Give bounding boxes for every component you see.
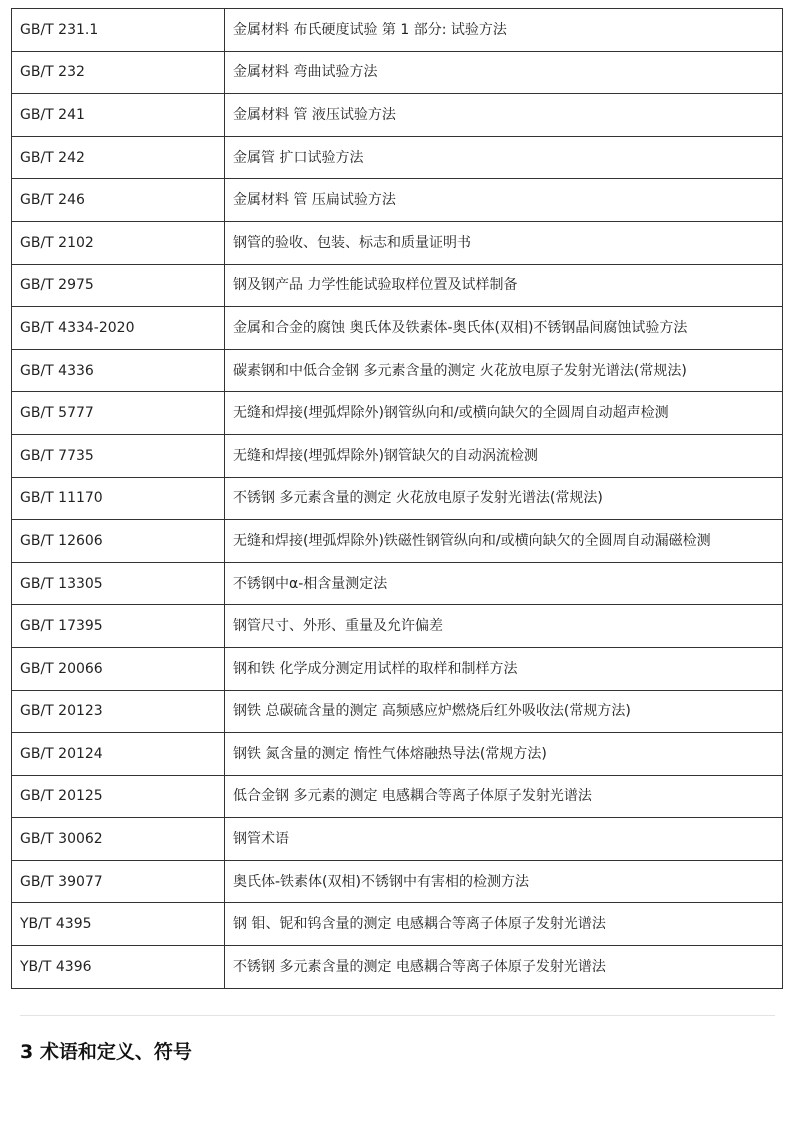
standard-title: 无缝和焊接(埋弧焊除外)铁磁性钢管纵向和/或横向缺欠的全圆周自动漏磁检测	[225, 520, 783, 563]
standard-code: GB/T 231.1	[12, 9, 225, 52]
table-row	[12, 605, 783, 648]
table-row	[12, 349, 783, 392]
table-row	[12, 434, 783, 477]
standard-code: GB/T 241	[12, 94, 225, 137]
standard-title: 金属材料 管 液压试验方法	[225, 94, 783, 137]
standard-title: 无缝和焊接(埋弧焊除外)钢管缺欠的自动涡流检测	[225, 434, 783, 477]
standard-title: 不锈钢中α-相含量测定法	[225, 562, 783, 605]
table-row	[12, 946, 783, 989]
standard-title: 金属管 扩口试验方法	[225, 136, 783, 179]
standard-title: 钢管尺寸、外形、重量及允许偏差	[225, 605, 783, 648]
table-row	[12, 51, 783, 94]
standard-code: GB/T 12606	[12, 520, 225, 563]
section-heading: 3 术语和定义、符号	[20, 1041, 192, 1063]
standard-title: 奥氏体-铁素体(双相)不锈钢中有害相的检测方法	[225, 860, 783, 903]
standard-code: GB/T 13305	[12, 562, 225, 605]
standard-title: 金属材料 弯曲试验方法	[225, 51, 783, 94]
standard-title: 碳素钢和中低合金钢 多元素含量的测定 火花放电原子发射光谱法(常规法)	[225, 349, 783, 392]
standard-title: 金属和合金的腐蚀 奥氏体及铁素体-奥氏体(双相)不锈钢晶间腐蚀试验方法	[225, 307, 783, 350]
standard-title: 钢管术语	[225, 818, 783, 861]
standard-code: GB/T 17395	[12, 605, 225, 648]
table-row	[12, 903, 783, 946]
standard-code: GB/T 2975	[12, 264, 225, 307]
table-row	[12, 775, 783, 818]
standard-code: GB/T 2102	[12, 221, 225, 264]
standard-title: 不锈钢 多元素含量的测定 火花放电原子发射光谱法(常规法)	[225, 477, 783, 520]
table-row	[12, 94, 783, 137]
standard-title: 钢铁 总碳硫含量的测定 高频感应炉燃烧后红外吸收法(常规方法)	[225, 690, 783, 733]
table-row	[12, 818, 783, 861]
table-row	[12, 9, 783, 52]
table-row	[12, 562, 783, 605]
standard-title: 钢 钼、铌和钨含量的测定 电感耦合等离子体原子发射光谱法	[225, 903, 783, 946]
table-row	[12, 520, 783, 563]
standard-title: 金属材料 管 压扁试验方法	[225, 179, 783, 222]
table-row	[12, 179, 783, 222]
standard-code: GB/T 30062	[12, 818, 225, 861]
normative-references-table	[11, 8, 783, 989]
table-row	[12, 136, 783, 179]
table-row	[12, 307, 783, 350]
standard-code: GB/T 11170	[12, 477, 225, 520]
standard-title: 金属材料 布氏硬度试验 第 1 部分: 试验方法	[225, 9, 783, 52]
standard-code: GB/T 242	[12, 136, 225, 179]
standard-code: GB/T 246	[12, 179, 225, 222]
standard-code: GB/T 5777	[12, 392, 225, 435]
standard-code: GB/T 39077	[12, 860, 225, 903]
table-row	[12, 733, 783, 776]
references-body	[12, 9, 783, 989]
standard-code: YB/T 4395	[12, 903, 225, 946]
standard-code: GB/T 4336	[12, 349, 225, 392]
table-row	[12, 264, 783, 307]
standard-title: 不锈钢 多元素含量的测定 电感耦合等离子体原子发射光谱法	[225, 946, 783, 989]
standard-code: GB/T 20066	[12, 647, 225, 690]
standard-code: YB/T 4396	[12, 946, 225, 989]
standard-title: 钢管的验收、包装、标志和质量证明书	[225, 221, 783, 264]
standard-code: GB/T 7735	[12, 434, 225, 477]
standard-code: GB/T 20123	[12, 690, 225, 733]
standard-title: 低合金钢 多元素的测定 电感耦合等离子体原子发射光谱法	[225, 775, 783, 818]
table-row	[12, 477, 783, 520]
standard-title: 钢铁 氮含量的测定 惰性气体熔融热导法(常规方法)	[225, 733, 783, 776]
standard-code: GB/T 4334-2020	[12, 307, 225, 350]
table-row	[12, 690, 783, 733]
standard-title: 钢及钢产品 力学性能试验取样位置及试样制备	[225, 264, 783, 307]
standard-title: 钢和铁 化学成分测定用试样的取样和制样方法	[225, 647, 783, 690]
standard-title: 无缝和焊接(埋弧焊除外)钢管纵向和/或横向缺欠的全圆周自动超声检测	[225, 392, 783, 435]
table-row	[12, 647, 783, 690]
standard-code: GB/T 232	[12, 51, 225, 94]
section-divider	[20, 1015, 775, 1016]
standard-code: GB/T 20124	[12, 733, 225, 776]
table-row	[12, 221, 783, 264]
table-row	[12, 392, 783, 435]
table-row	[12, 860, 783, 903]
standard-code: GB/T 20125	[12, 775, 225, 818]
